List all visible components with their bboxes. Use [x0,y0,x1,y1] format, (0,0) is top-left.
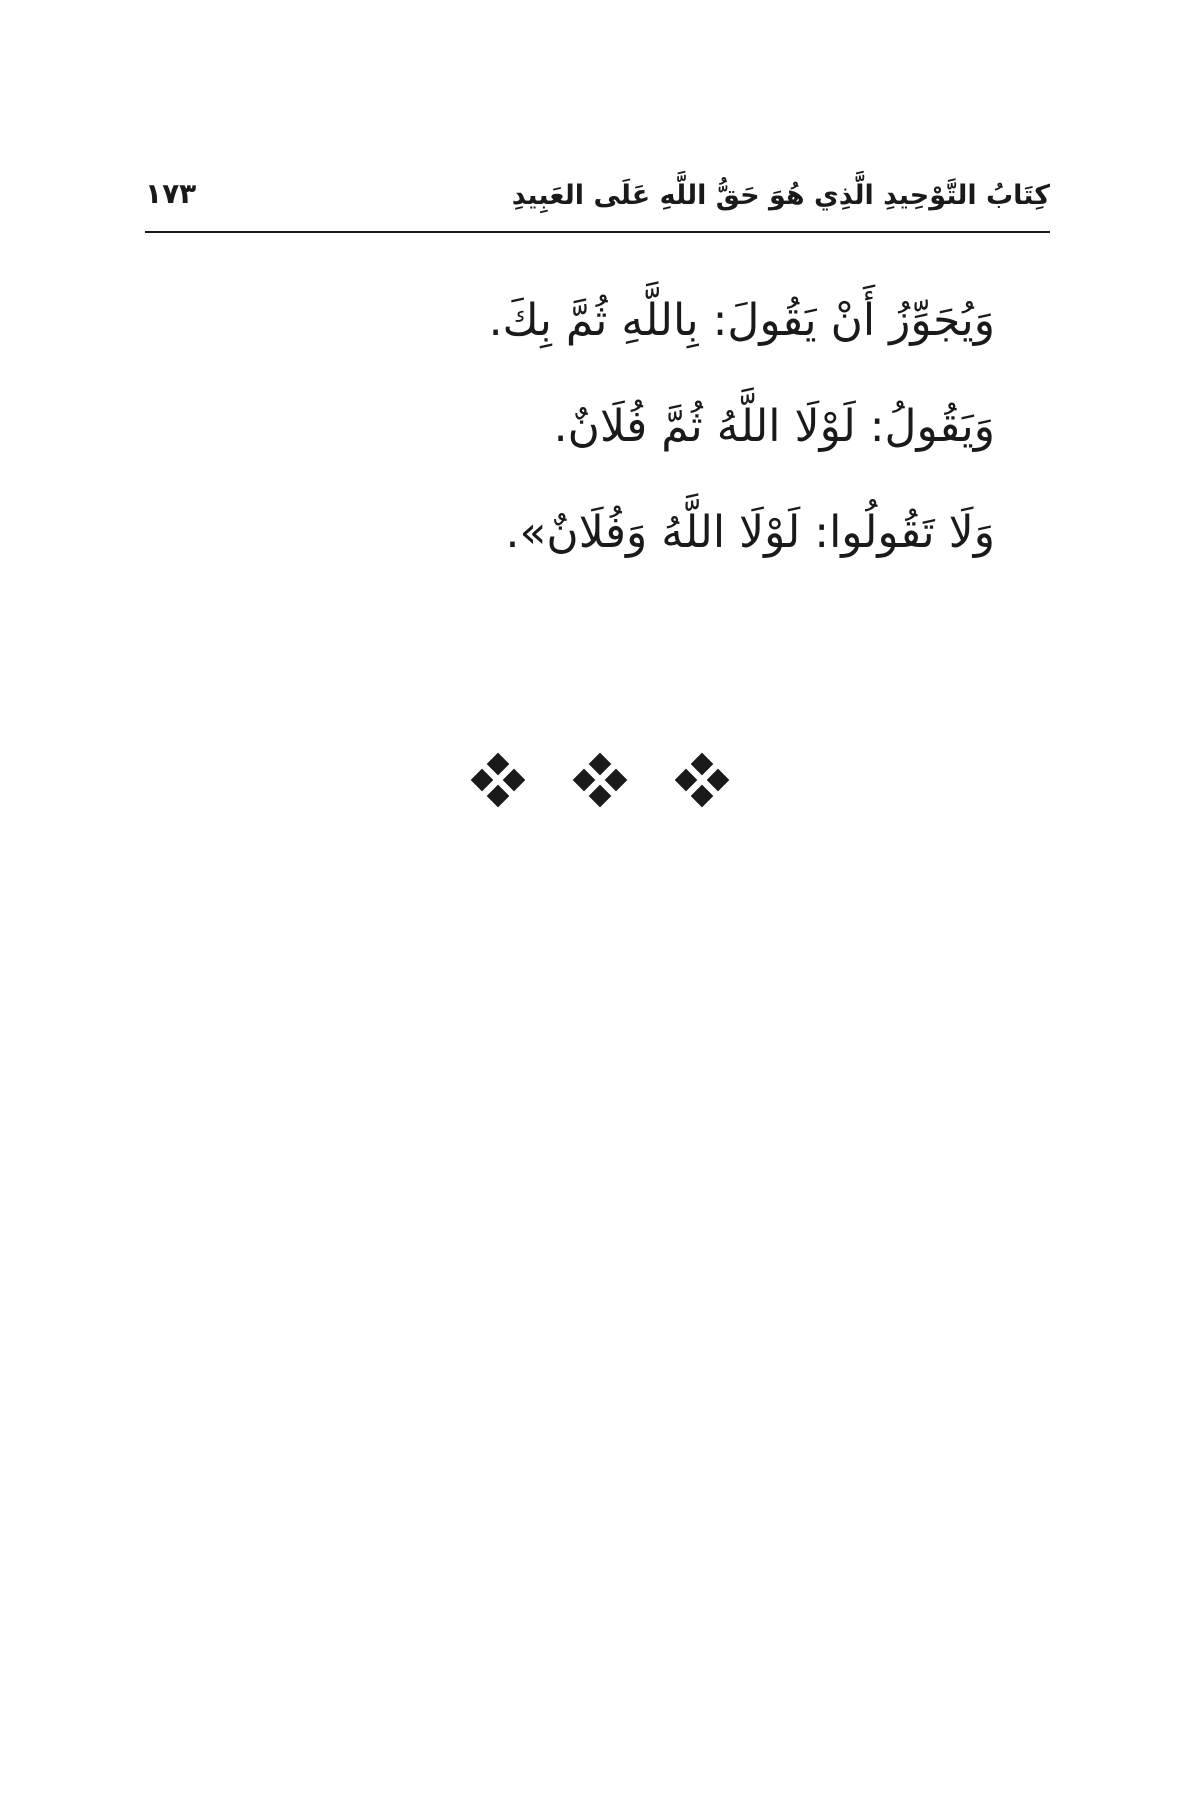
text-line-2: وَيَقُولُ: لَوْلَا اللَّهُ ثُمَّ فُلَانٌ. [553,401,995,452]
section-end-ornaments [470,752,730,808]
text-line-1: وَيُجَوِّزُ أَنْ يَقُولَ: بِاللَّهِ ثُمَّ بِكَ. [488,295,995,346]
four-diamond-ornament-icon [572,752,628,808]
four-diamond-ornament-icon [674,752,730,808]
header-title: كِتَابُ التَّوْحِيدِ الَّذِي هُوَ حَقُّ اللَّهِ عَلَى العَبِيدِ [511,180,1050,211]
running-header [145,168,1050,232]
four-diamond-ornament-icon [470,752,526,808]
header-divider [145,231,1050,233]
body-text [235,268,995,586]
text-line-3: وَلَا تَقُولُوا: لَوْلَا اللَّهُ وَفُلَانٌ». [505,507,995,558]
page-number: ١٧٣ [145,177,197,210]
